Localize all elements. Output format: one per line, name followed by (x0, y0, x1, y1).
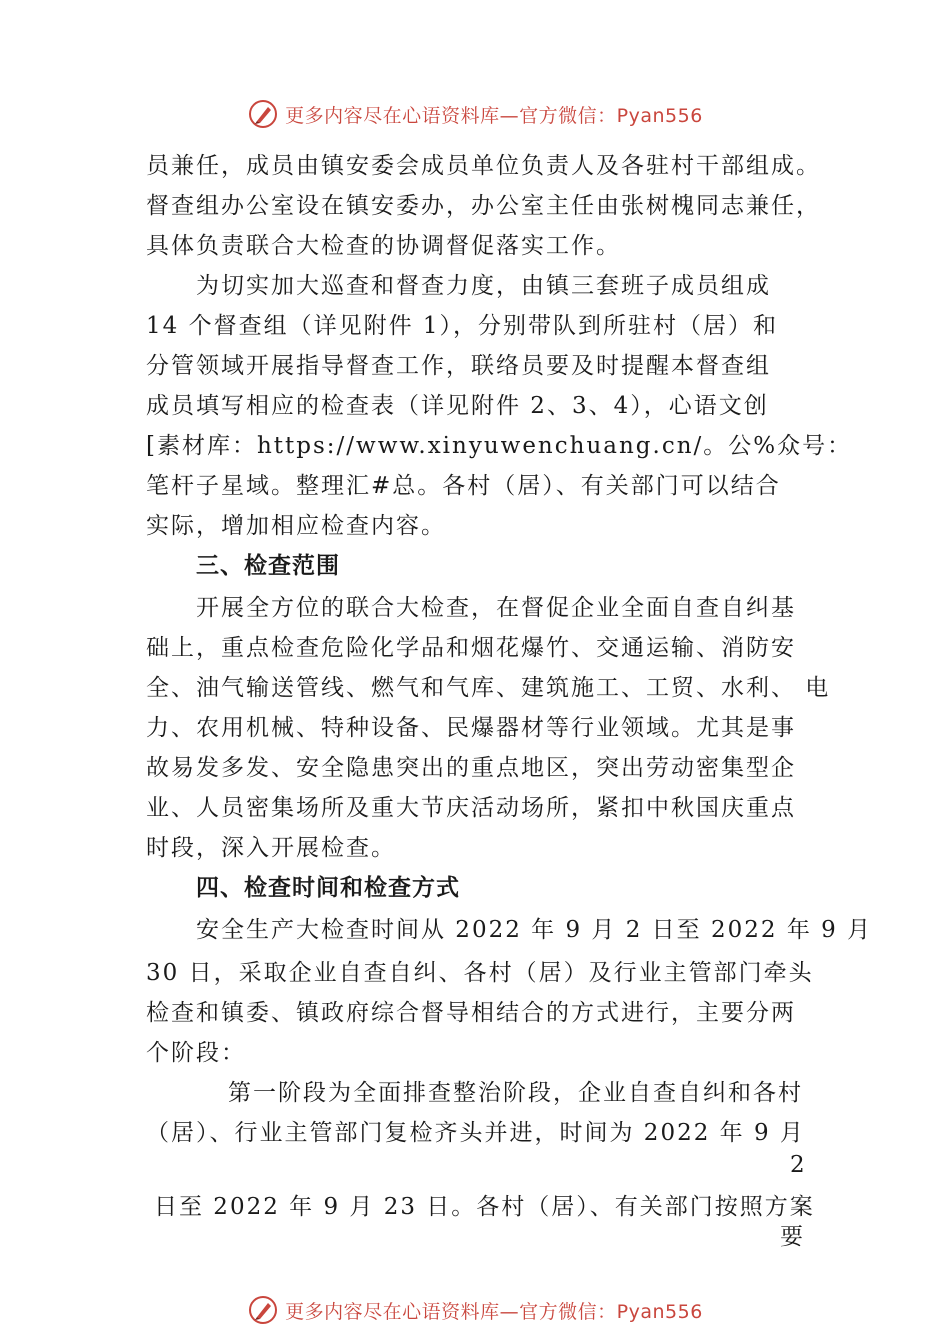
body-line: （居）、行业主管部门复检齐头并进，时间为 2022 年 9 月 (146, 1120, 805, 1146)
pen-nib-logo-icon (247, 98, 279, 130)
body-line: 30 日，采取企业自查自纠、各村（居）及行业主管部门牵头 (146, 960, 814, 986)
body-line: 督查组办公室设在镇安委办，办公室主任由张树槐同志兼任， (146, 193, 821, 219)
body-line: 时段，深入开展检查。 (146, 835, 396, 861)
body-line: 个阶段： (146, 1040, 246, 1066)
body-line: 业、人员密集场所及重大节庆活动场所，紧扣中秋国庆重点 (146, 795, 796, 821)
body-line: 安全生产大检查时间从 2022 年 9 月 2 日至 2022 年 9 月 (196, 917, 873, 943)
body-line: [素材库：https://www.xinyuwenchuang.cn/。公%众号： (146, 433, 853, 459)
body-line: 日至 2022 年 9 月 23 日。各村（居）、有关部门按照方案 (154, 1194, 815, 1220)
body-line: 分管领域开展指导督查工作，联络员要及时提醒本督查组 (146, 353, 771, 379)
body-line: 故易发多发、安全隐患突出的重点地区，突出劳动密集型企 (146, 755, 796, 781)
body-line: 员兼任，成员由镇安委会成员单位负责人及各驻村干部组成。 (146, 153, 821, 179)
body-line: 础上，重点检查危险化学品和烟花爆竹、交通运输、消防安 (146, 635, 796, 661)
body-line: 力、农用机械、特种设备、民爆器材等行业领域。尤其是事 (146, 715, 796, 741)
section-heading-scope: 三、检查范围 (196, 553, 340, 579)
section-heading-time-method: 四、检查时间和检查方式 (196, 875, 460, 901)
pen-nib-logo-icon (247, 1294, 279, 1326)
body-line: 要 (780, 1224, 805, 1250)
body-line: 全、油气输送管线、燃气和气库、建筑施工、工贸、水利、 电 (146, 675, 831, 701)
body-line: 检查和镇委、镇政府综合督导相结合的方式进行，主要分两 (146, 1000, 796, 1026)
header-watermark-banner (0, 94, 950, 134)
header-banner-text: 更多内容尽在心语资料库—官方微信：Pyan556 (285, 104, 703, 127)
footer-watermark-banner (0, 1290, 950, 1330)
body-line: 14 个督查组（详见附件 1），分别带队到所驻村（居）和 (146, 313, 779, 339)
body-line: 开展全方位的联合大检查，在督促企业全面自查自纠基 (196, 595, 796, 621)
body-line: 具体负责联合大检查的协调督促落实工作。 (146, 233, 621, 259)
body-line: 笔杆子星域。整理汇#总。各村（居）、有关部门可以结合 (146, 473, 781, 499)
footer-banner-text: 更多内容尽在心语资料库—官方微信：Pyan556 (285, 1300, 703, 1323)
page-number: 2 (790, 1152, 805, 1178)
body-line: 为切实加大巡查和督查力度，由镇三套班子成员组成 (196, 273, 771, 299)
body-line: 第一阶段为全面排查整治阶段，企业自查自纠和各村 (228, 1080, 803, 1106)
body-line: 成员填写相应的检查表（详见附件 2、3、4），心语文创 (146, 393, 769, 419)
body-line: 实际，增加相应检查内容。 (146, 513, 446, 539)
